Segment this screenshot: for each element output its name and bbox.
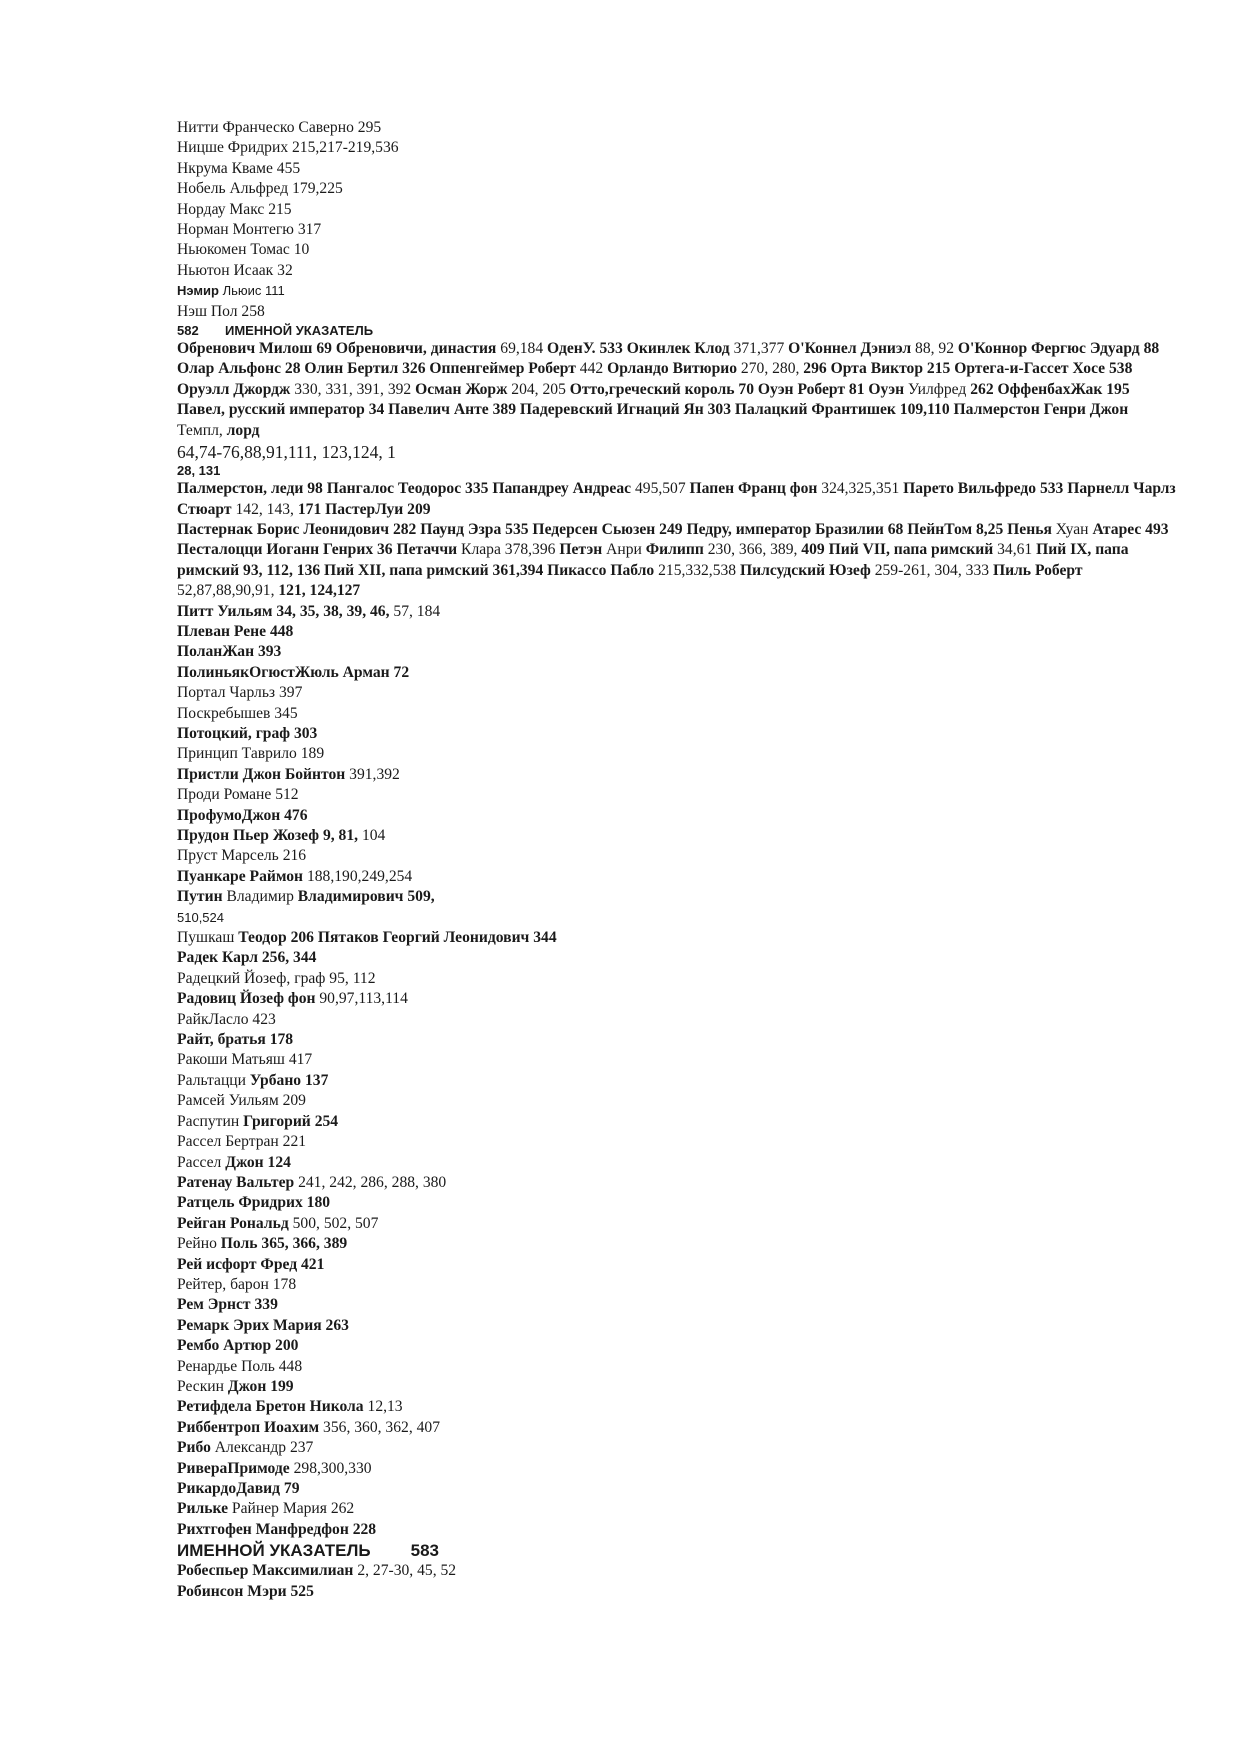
entry-segment: Проди Романе 512 <box>177 786 299 804</box>
index-entry <box>177 1479 1177 1499</box>
index-entry <box>177 887 1177 907</box>
index-entry <box>177 1173 1177 1193</box>
index-paragraph-p1 <box>177 400 1177 441</box>
entry-segment: 391,392 <box>349 765 400 783</box>
entry-segment: Пий IX, папа римский 93, 112, 136 Пий XII, папа римский 361,394 Пикассо Пабло <box>177 541 1129 579</box>
index-paragraph-p3 <box>177 520 1177 602</box>
entry-segment: 204, 205 <box>511 380 570 398</box>
entry-segment: Ренардье Поль 448 <box>177 1357 303 1375</box>
entry-segment: Пастернак Борис Леонидович 282 Паунд Эзра 535 Педерсен Сьюзен 249 Педру, император Бразилии 68 ПейнТом 8,25 Пенья <box>177 520 1056 538</box>
index-entry: Нитти Франческо Саверно 295 <box>177 119 382 136</box>
index-entry: Нобель Альфред 179,225 <box>177 180 343 198</box>
index-entry <box>177 1234 1177 1254</box>
index-entry <box>177 1132 1177 1152</box>
index-entry <box>177 846 1177 866</box>
index-entry <box>177 1561 1177 1581</box>
entry-segment: Пиль Роберт <box>992 561 1083 579</box>
entry-segment: Пруст Марсель 216 <box>177 847 307 865</box>
entry-segment: Уилфред <box>907 380 971 398</box>
entry-segment: Рассел <box>177 1153 226 1171</box>
entry-segment: Ратцель Фридрих 180 <box>177 1194 331 1212</box>
index-entry: Ньюкомен Томас 10 <box>177 241 310 259</box>
entry-segment: Пристли Джон Бойнтон <box>177 765 350 783</box>
index-entries-p-r <box>177 602 1177 1541</box>
index-entry <box>177 622 1177 642</box>
index-entry <box>177 989 1177 1009</box>
index-entry-nesh: Нэш Пол 258 <box>177 302 265 320</box>
index-entry <box>177 908 1177 928</box>
entry-segment: Рембо Артюр 200 <box>177 1337 299 1355</box>
entry-segment: Робеспьер Максимилиан <box>177 1562 358 1580</box>
entry-segment: ПрофумоДжон 476 <box>177 806 308 824</box>
entry-segment: 90,97,113,114 <box>319 990 408 1008</box>
index-entry <box>177 602 1177 622</box>
entry-segment: 270, 280, <box>740 360 804 378</box>
entry-segment: Обренович Милош 69 Обреновичи, династия <box>177 340 501 358</box>
entry-segment: Прудон Пьер Жозеф 9, 81, <box>177 827 362 844</box>
entry-segment: Радовиц Йозеф фон <box>177 990 320 1008</box>
index-entry <box>177 928 1177 948</box>
index-entry <box>177 642 1177 662</box>
entry-segment: 88, 92 <box>915 340 958 358</box>
running-header-583 <box>177 1540 1177 1561</box>
entry-segment: Петэн <box>559 541 607 559</box>
index-page-numbers-line: 64,74-76,88,91,111, 123,124, 1 <box>177 442 396 463</box>
index-entries-rob <box>177 1561 1177 1602</box>
index-entry <box>177 806 1177 826</box>
entry-segment: 230, 366, 389, <box>707 541 802 559</box>
entry-segment: Пушкаш <box>177 929 239 947</box>
entry-segment: 171 ПастерЛуи 209 <box>297 500 431 518</box>
index-paragraph-p2 <box>177 479 1177 520</box>
entry-segment: Райнер Мария 262 <box>231 1500 355 1518</box>
index-entry <box>177 1112 1177 1132</box>
index-entry <box>177 1295 1177 1315</box>
index-entry <box>177 1255 1177 1275</box>
entry-segment: Александр 237 <box>214 1439 314 1457</box>
entry-segment: Клара 378,396 <box>461 541 560 559</box>
entry-segment: Павел, русский император 34 Павелич Анте 389 Падеревский Игнаций Ян 303 Палацкий Франтишек 109,110 Палмерстон Генри Джон <box>177 401 1129 419</box>
entry-segment: Парето Вильфредо 533 Парнелл Чарлз Стюарт <box>177 480 1176 518</box>
index-paragraph-o <box>177 339 1177 400</box>
index-entry: Норман Монтегю 317 <box>177 221 322 239</box>
index-entry <box>177 1010 1177 1030</box>
entry-segment: Пуанкаре Раймон <box>177 867 307 885</box>
entry-segment: Рем Эрнст 339 <box>177 1296 278 1314</box>
entry-segment: Орландо Витюрио <box>607 360 741 378</box>
index-entry <box>177 1214 1177 1234</box>
entry-segment: Папен Франц фон <box>689 480 822 498</box>
entry-segment: 69,184 <box>500 340 548 358</box>
entry-segment: РикардоДавид 79 <box>177 1480 300 1497</box>
entry-segment: 52,87,88,90,91, <box>177 582 279 600</box>
entry-segment: Плеван Рене 448 <box>177 622 294 640</box>
index-entries-n <box>177 118 1177 281</box>
entry-segment: Рильке <box>177 1500 232 1518</box>
index-entry: Нкрума Кваме 455 <box>177 159 301 177</box>
index-entry <box>177 1438 1177 1458</box>
entry-segment: Поскребышев 345 <box>177 704 298 722</box>
index-entry <box>177 826 1177 846</box>
entry-segment: Джон 124 <box>225 1153 291 1171</box>
entry-segment: Распутин <box>177 1112 244 1130</box>
index-entry: Ницше Фридрих 215,217-219,536 <box>177 139 399 157</box>
entry-segment: 121, 124,127 <box>278 582 361 600</box>
index-page <box>177 118 1177 1602</box>
index-entry <box>177 663 1177 683</box>
index-entry <box>177 724 1177 744</box>
entry-segment: 409 Пий VII, папа римский <box>801 541 998 559</box>
index-entry <box>177 1071 1177 1091</box>
index-entry <box>177 1030 1177 1050</box>
index-entry <box>177 785 1177 805</box>
running-header-582 <box>177 322 1177 339</box>
entry-segment: Атарес 493 Песталоцци Иоганн Генрих 36 Петаччи <box>177 520 1169 559</box>
index-entry <box>177 867 1177 887</box>
index-entry <box>177 1091 1177 1111</box>
entry-segment: Ретифдела Бретон Никола <box>177 1398 368 1416</box>
entry-segment: Райт, братья 178 <box>177 1031 294 1049</box>
entry-segment: 2, 27-30, 45, 52 <box>357 1562 457 1580</box>
index-entry <box>177 1377 1177 1397</box>
entry-segment: Филипп <box>645 541 708 559</box>
entry-segment: 12,13 <box>367 1398 403 1416</box>
entry-segment: Урбано 137 <box>249 1071 329 1089</box>
entry-segment: 142, 143, <box>235 500 298 518</box>
index-entry <box>177 1499 1177 1519</box>
index-entry: Ньютон Исаак 32 <box>177 261 293 279</box>
index-entry <box>177 1153 1177 1173</box>
entry-segment: Питт Уильям 34, 35, 38, 39, 46, <box>177 602 394 620</box>
index-entry <box>177 1357 1177 1377</box>
entry-segment: Радецкий Йозеф, граф 95, 112 <box>177 969 376 987</box>
index-entry <box>177 704 1177 724</box>
entry-segment: Риббентроп Иоахим <box>177 1418 324 1436</box>
entry-segment: Потоцкий, граф 303 <box>177 724 318 742</box>
entry-segment: Отто,греческий король 70 Оуэн Роберт 81 Оуэн <box>569 380 908 398</box>
entry-segment: Робинсон Мэри 525 <box>177 1582 314 1600</box>
entry-segment: Джон 199 <box>227 1377 294 1395</box>
entry-segment: 241, 242, 286, 288, 380 <box>298 1173 447 1191</box>
running-header-title: ИМЕННОЙ УКАЗАТЕЛЬ <box>225 323 374 339</box>
entry-segment: Владимир <box>226 888 298 906</box>
index-entry: Нордау Макс 215 <box>177 200 292 218</box>
entry-segment: 104 <box>361 827 386 844</box>
entry-segment: лорд <box>226 421 260 439</box>
index-entry <box>177 1316 1177 1336</box>
entry-segment: Рейган Рональд <box>177 1214 293 1232</box>
entry-segment: 215,332,538 <box>658 561 740 579</box>
entry-segment: Ратенау Вальтер <box>177 1173 299 1191</box>
index-entry <box>177 1336 1177 1356</box>
entry-segment: Григорий 254 <box>243 1112 339 1130</box>
entry-segment: Портал Чарльз 397 <box>177 684 303 702</box>
entry-segment: 442 <box>579 360 608 378</box>
entry-segment: Рейтер, барон 178 <box>177 1275 297 1293</box>
entry-segment: 259-261, 304, 333 <box>874 561 993 579</box>
index-entry <box>177 1520 1177 1540</box>
entry-segment: 510,524 <box>177 909 224 925</box>
index-entry <box>177 1582 1177 1602</box>
page-number: 582 <box>177 323 199 339</box>
index-entry <box>177 948 1177 968</box>
entry-segment: 324,325,351 <box>821 480 904 498</box>
index-entry <box>177 1193 1177 1213</box>
entry-segment: Радек Карл 256, 344 <box>177 949 317 967</box>
entry-segment: 262 ОффенбахЖак 195 <box>970 380 1130 398</box>
entry-segment: Осман Жорж <box>415 380 512 398</box>
entry-segment: Ральтацци <box>177 1071 250 1089</box>
index-page-numbers-small: 28, 131 <box>177 463 221 479</box>
entry-segment: 34,61 <box>997 541 1037 559</box>
entry-segment: 356, 360, 362, 407 <box>323 1418 440 1436</box>
running-header-title: ИМЕННОЙ УКАЗАТЕЛЬ <box>177 1541 371 1561</box>
index-entry <box>177 1050 1177 1070</box>
entry-segment: Рибо <box>177 1439 215 1457</box>
entry-segment: 57, 184 <box>393 602 441 620</box>
entry-segment: ПолиньякОгюстЖюль Арман 72 <box>177 663 410 681</box>
entry-segment: О'Коннор Фергюс Эдуард 88 Олар Альфонс 28 Олин Бертил 326 Оппенгеймер Роберт <box>177 340 1160 378</box>
entry-segment: О'Коннел Дэниэл <box>788 340 916 358</box>
entry-segment: РайкЛасло 423 <box>177 1010 276 1028</box>
entry-segment: 298,300,330 <box>293 1459 372 1477</box>
entry-segment: Хуан <box>1055 520 1093 538</box>
entry-segment: Анри <box>606 541 646 559</box>
index-entry <box>177 765 1177 785</box>
entry-segment: Путин <box>177 888 227 906</box>
entry-segment: РивераПримоде <box>177 1459 294 1477</box>
index-entry <box>177 683 1177 703</box>
entry-segment: Рамсей Уильям 209 <box>177 1092 306 1110</box>
entry-segment: Пилсудский Юзеф <box>740 561 875 579</box>
index-entry-nemir: Нэмир Льюис 111 <box>177 283 285 299</box>
entry-segment: ПоланЖан 393 <box>177 643 282 661</box>
entry-segment: Темпл, <box>177 421 227 439</box>
index-entry <box>177 969 1177 989</box>
entry-segment: 371,377 <box>733 340 789 358</box>
page-number: 583 <box>410 1541 439 1561</box>
entry-segment: Поль 365, 366, 389 <box>220 1235 348 1253</box>
entry-segment: Ракоши Матьяш 417 <box>177 1051 313 1069</box>
index-entry <box>177 1418 1177 1438</box>
index-entry <box>177 1275 1177 1295</box>
entry-segment: 330, 331, 391, 392 <box>294 380 416 398</box>
entry-segment: 296 Орта Виктор 215 Ортега-и-Гассет Хосе 538 Оруэлл Джордж <box>177 360 1133 398</box>
entry-segment: Рассел Бертран 221 <box>177 1133 307 1151</box>
index-entry <box>177 1459 1177 1479</box>
entry-segment: Принцип Таврило 189 <box>177 745 325 763</box>
entry-segment: Владимирович 509, <box>297 888 435 906</box>
entry-segment: Рескин <box>177 1377 228 1395</box>
entry-segment: Рейно <box>177 1235 221 1253</box>
entry-segment: Ремарк Эрих Мария 263 <box>177 1316 349 1334</box>
entry-segment: 500, 502, 507 <box>292 1214 379 1232</box>
entry-segment: 495,507 <box>634 480 690 498</box>
entry-segment: 188,190,249,254 <box>306 867 413 885</box>
entry-segment: Теодор 206 Пятаков Георгий Леонидович 344 <box>238 929 557 947</box>
index-entry <box>177 1397 1177 1417</box>
entry-segment: Рей исфорт Фред 421 <box>177 1255 325 1273</box>
entry-segment: ОденУ. 533 Окинлек Клод <box>547 340 734 358</box>
entry-segment: Рихтгофен Манфредфон 228 <box>177 1520 377 1538</box>
entry-segment: Палмерстон, леди 98 Пангалос Теодорос 335 Папандреу Андреас <box>177 480 635 498</box>
index-entry <box>177 744 1177 764</box>
